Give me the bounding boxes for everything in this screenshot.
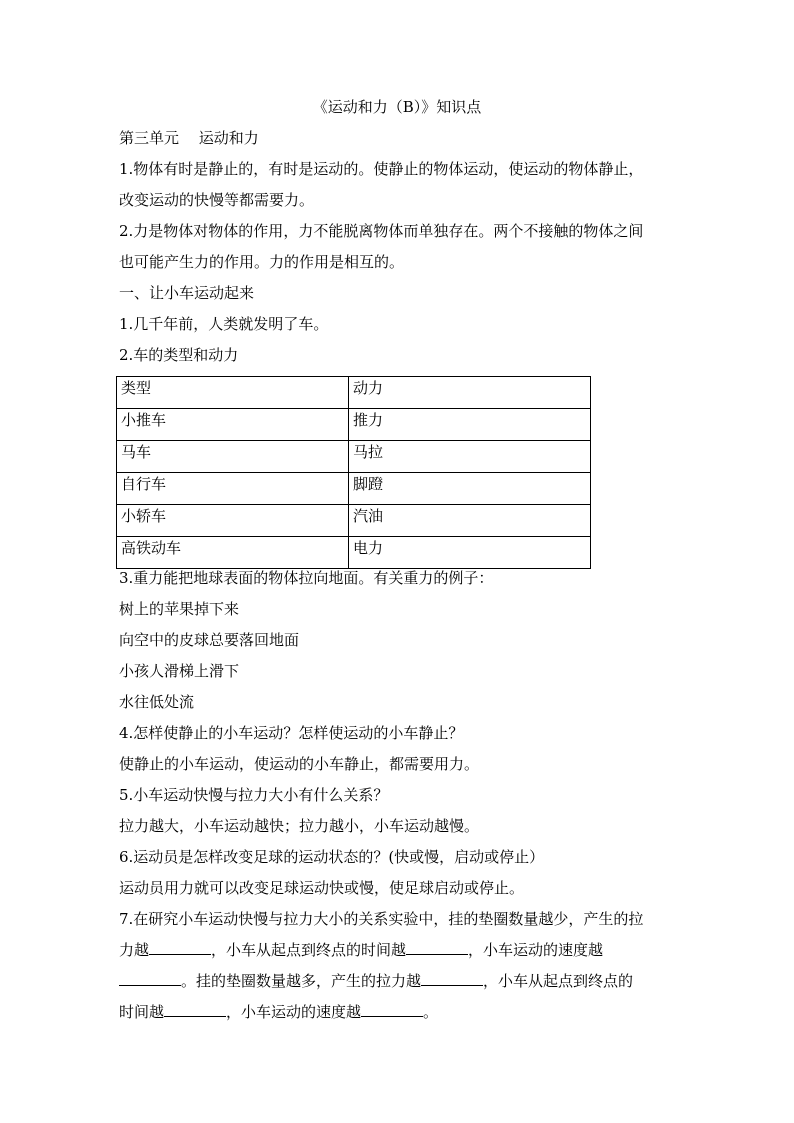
question-6: 6.运动员是怎样改变足球的运动状态的？(快或慢，启动或停止）	[119, 848, 545, 866]
answer-6: 运动员用力就可以改变足球运动快或慢，使足球启动或停止。	[119, 879, 525, 897]
section-heading: 一、让小车运动起来	[119, 284, 255, 302]
table-cell: 高铁动车	[117, 537, 349, 569]
fill-blank[interactable]	[149, 940, 211, 955]
fill-blank[interactable]	[119, 971, 181, 986]
table-cell: 电力	[349, 537, 591, 569]
question-7-text: 力越	[119, 941, 150, 959]
unit-heading: 第三单元 运动和力	[119, 129, 259, 147]
question-7-line-2	[119, 939, 679, 961]
gravity-example-2: 向空中的皮球总要落回地面	[119, 631, 300, 649]
table-cell: 马车	[117, 441, 349, 473]
fill-blank[interactable]	[164, 1002, 226, 1017]
car-type-table	[116, 376, 591, 569]
table-cell: 自行车	[117, 473, 349, 505]
fill-blank[interactable]	[421, 971, 483, 986]
question-7-text: 。挂的垫圈数量越多，产生的拉力越	[181, 972, 422, 990]
question-7-text: 时间越	[119, 1003, 165, 1021]
gravity-example-3: 小孩人滑梯上滑下	[119, 662, 240, 680]
fill-blank[interactable]	[361, 1002, 423, 1017]
item-1: 1.几千年前，人类就发明了车。	[119, 315, 329, 333]
question-7-text: ，小车运动的速度越	[468, 941, 604, 959]
table-cell: 推力	[349, 409, 591, 441]
table-row	[117, 409, 591, 441]
question-7-line-4	[119, 1001, 679, 1023]
question-7-line-3	[119, 970, 679, 992]
table-cell: 小轿车	[117, 505, 349, 537]
table-header-row	[117, 377, 591, 409]
paragraph-1-line-2: 改变运动的快慢等都需要力。	[119, 191, 315, 209]
item-2: 2.车的类型和动力	[119, 346, 239, 364]
document-title: 《运动和力（B）》知识点	[312, 98, 482, 116]
table-header-cell: 动力	[349, 377, 591, 409]
answer-5: 拉力越大，小车运动越快；拉力越小，小车运动越慢。	[119, 817, 480, 835]
gravity-example-1: 树上的苹果掉下来	[119, 600, 240, 618]
question-5: 5.小车运动快慢与拉力大小有什么关系？	[119, 786, 389, 804]
item-3: 3.重力能把地球表面的物体拉向地面。有关重力的例子：	[119, 569, 494, 587]
table-row	[117, 473, 591, 505]
question-7-text: ，小车从起点到终点的	[483, 972, 634, 990]
paragraph-1-line-1: 1.物体有时是静止的，有时是运动的。使静止的物体运动，使运动的物体静止，	[119, 160, 644, 178]
table-row	[117, 537, 591, 569]
paragraph-2-line-1: 2.力是物体对物体的作用，力不能脱离物体而单独存在。两个不接触的物体之间	[119, 222, 644, 240]
question-7-line-1: 7.在研究小车运动快慢与拉力大小的关系实验中，挂的垫圈数量越少，产生的拉	[119, 910, 644, 928]
question-7-text: ，小车运动的速度越	[226, 1003, 362, 1021]
question-4: 4.怎样使静止的小车运动？怎样使运动的小车静止？	[119, 724, 464, 742]
table-row	[117, 441, 591, 473]
table-cell: 汽油	[349, 505, 591, 537]
fill-blank[interactable]	[406, 940, 468, 955]
table-header-cell: 类型	[117, 377, 349, 409]
question-7-text: ，小车从起点到终点的时间越	[211, 941, 407, 959]
gravity-example-4: 水往低处流	[119, 693, 195, 711]
table-cell: 小推车	[117, 409, 349, 441]
table-row	[117, 505, 591, 537]
paragraph-2-line-2: 也可能产生力的作用。力的作用是相互的。	[119, 253, 405, 271]
table-cell: 马拉	[349, 441, 591, 473]
table-cell: 脚蹬	[349, 473, 591, 505]
question-7-text: 。	[423, 1003, 439, 1021]
answer-4: 使静止的小车运动，使运动的小车静止，都需要用力。	[119, 755, 480, 773]
